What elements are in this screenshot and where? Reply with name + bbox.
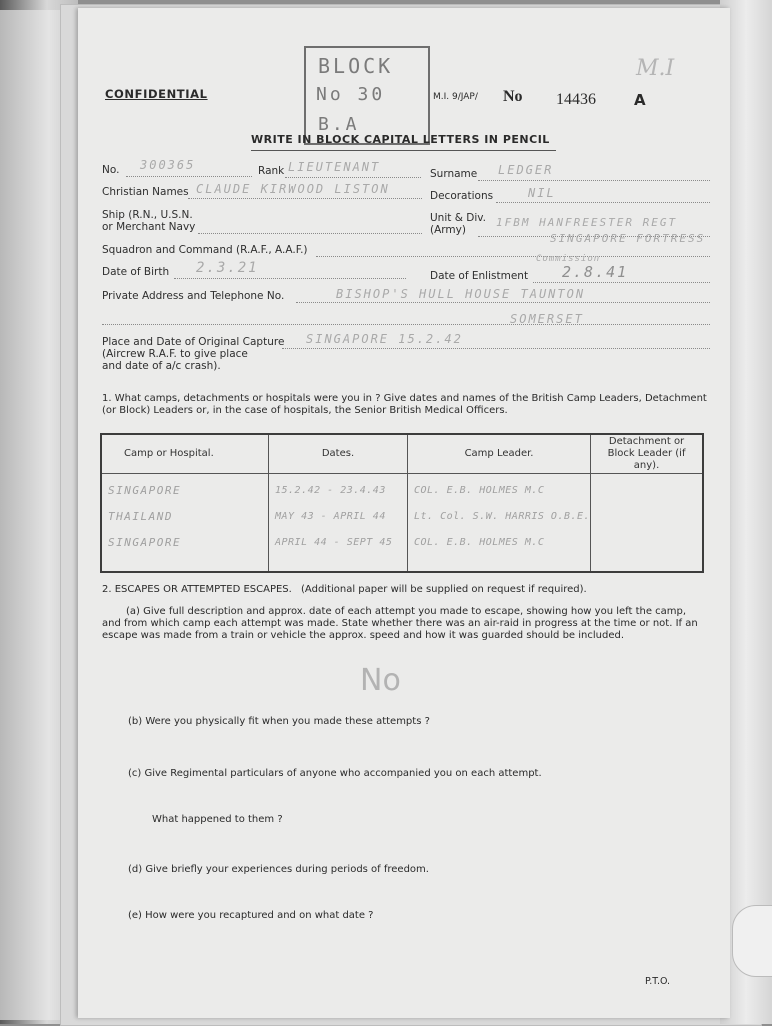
stamp-line-2: No 30 [316,84,386,105]
question-1: 1. What camps, detachments or hospitals were you in ? Give dates and names of the British Camp Leaders, Detachment (or Block) Leaders or, in the case of hospitals, the Senior British Medical Officers. [102,393,707,416]
instruction-underline [251,150,556,151]
question-2b: (b) Were you physically fit when you made these attempts ? [128,716,430,727]
rank-line [285,177,421,178]
question-2a: (a) Give full description and approx. date of each attempt you made to escape, showing how you left the camp, and from which camp each attempt was made. State whether there was an air-raid in progress at the time or not. If an escape was made from a train or vehicle the approx. speed and how it was guarded should be included. [102,606,698,641]
form-sheet [78,8,730,1018]
capture-value: SINGAPORE 15.2.42 [306,332,463,346]
enlistment-value: 2.8.41 [562,263,629,281]
unit-label-1: Unit & Div. [430,212,486,224]
pto-label: P.T.O. [645,976,671,987]
no-value: 300365 [140,158,196,172]
dates-entry: APRIL 44 - SEPT 45 [275,537,393,548]
corner-handwriting: M.I [636,56,675,81]
col-dates-header: Dates. [269,434,408,474]
section-2-heading: 2. ESCAPES OR ATTEMPTED ESCAPES. [102,584,292,595]
capture-label-3: and date of a/c crash). [102,360,221,372]
capture-label-2: (Aircrew R.A.F. to give place [102,348,248,360]
dates-entry: MAY 43 - APRIL 44 [275,511,386,522]
col-camp-header: Camp or Hospital. [101,434,269,474]
document-number: 14436 [556,91,596,108]
question-2d: (d) Give briefly your experiences during periods of freedom. [128,864,429,875]
dates-cell [269,474,408,573]
christian-names-value: CLAUDE KIRWOOD LISTON [196,182,390,196]
camp-table [100,433,704,573]
col-detachment-header: Detachment or Block Leader (if any). [591,434,703,474]
address-value-1: BISHOP'S HULL HOUSE TAUNTON [336,287,586,301]
mi-reference: M.I. 9/JAP/ [433,92,478,102]
unit-line [478,236,710,237]
christian-names-line [188,198,422,199]
confidential-label: CONFIDENTIAL [105,87,208,101]
surname-line [478,180,710,181]
ship-label-2: or Merchant Navy [102,221,196,233]
enlistment-note: Commission [536,254,601,264]
detachment-entry [597,478,702,504]
surname-value: LEDGER [498,163,554,177]
block-stamp [304,46,430,145]
section-2-title [102,584,587,595]
dob-label: Date of Birth [102,266,170,278]
dob-line [174,278,406,279]
col-leader-header: Camp Leader. [408,434,591,474]
address-line-1 [296,302,710,303]
thumb [732,905,772,977]
ship-label-1: Ship (R.N., U.S.N. [102,209,193,221]
no-line [126,176,252,177]
address-line-2 [102,324,710,325]
camp-cell [101,474,269,573]
ship-line [198,233,422,234]
address-value-2: SOMERSET [510,312,584,326]
address-label: Private Address and Telephone No. [102,290,285,302]
christian-names-label: Christian Names [102,186,189,198]
question-2e: (e) How were you recaptured and on what date ? [128,910,374,921]
question-2c: (c) Give Regimental particulars of anyone who accompanied you on each attempt. [128,768,542,779]
unit-value-1: 1FBM HANFREESTER REGT [496,216,678,229]
stamp-line-3: B.A [318,114,360,135]
question-2c-followup: What happened to them ? [152,814,283,825]
leader-entry: Lt. Col. S.W. HARRIS O.B.E. [414,511,591,522]
instruction-heading: WRITE IN BLOCK CAPITAL LETTERS IN PENCIL [251,133,550,146]
rank-value: LIEUTENANT [288,160,381,174]
surname-label: Surname [430,168,478,180]
no-label: No. [102,164,120,176]
squadron-line [316,256,710,257]
camp-table-body [101,474,703,573]
document-number-label: No [503,88,523,105]
unit-label-2: (Army) [430,224,466,236]
camp-entry: SINGAPORE [108,536,182,549]
capture-label-1: Place and Date of Original Capture [102,336,285,348]
decorations-label: Decorations [430,190,494,202]
rank-label: Rank [258,165,285,177]
section-2-note: (Additional paper will be supplied on request if required). [301,584,587,595]
dates-entry: 15.2.42 - 23.4.43 [275,485,386,496]
leader-entry: COL. E.B. HOLMES M.C [414,485,545,496]
stamp-line-1: BLOCK [318,54,394,78]
capture-line [282,348,710,349]
camp-entry: THAILAND [108,510,173,523]
leader-entry: COL. E.B. HOLMES M.C [414,537,545,548]
decorations-value: NIL [528,186,556,200]
answer-2a: No [360,663,401,698]
enlistment-label: Date of Enlistment [430,270,529,282]
dob-value: 2.3.21 [196,260,259,276]
document-number-suffix: A [634,91,646,109]
decorations-line [496,202,710,203]
unit-value-2: SINGAPORE FORTRESS [550,232,706,245]
camp-entry: SINGAPORE [108,484,182,497]
detachment-cell [591,474,703,573]
squadron-label: Squadron and Command (R.A.F., A.A.F.) [102,244,308,256]
camp-table-header [101,434,703,474]
enlistment-line [533,282,710,283]
leader-cell [408,474,591,573]
